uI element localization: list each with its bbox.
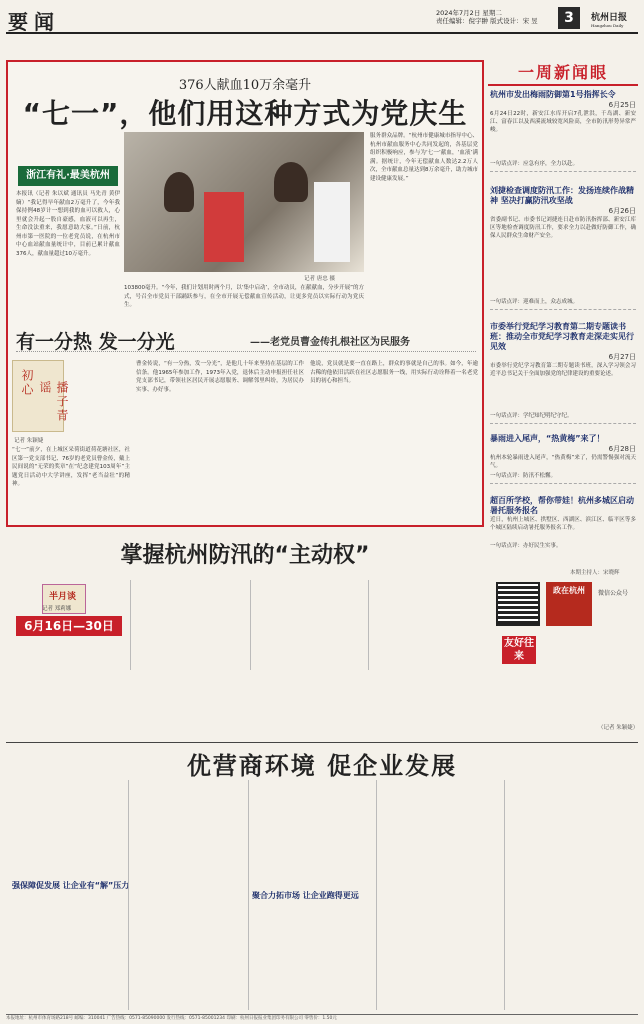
sub-body-c: 他说，党员就是要一直在路上，群众的事就是自己的事。如今，年逾古稀的他依旧活跃在社区志愿服务一线，用实际行动诠释着一名老党员的初心和担当。 [310,361,478,384]
half-month-badge: 半月谈 [42,584,86,614]
band3-sub2: 聚合力拓市场 让企业跑得更远 [252,891,359,900]
week-item: 暴雨进入尾声，“热黄梅”来了！ 6月28日 杭州本轮暴雨进入尾声，“热黄梅”来了，仍需警惕强对流天气。 一句话点评：防汛不松懈。 [490,434,636,484]
art-caption: 记者 朱颖婕 [14,438,44,444]
qr-label-badge: 政在杭州 [546,582,592,626]
page-number: 3 [558,7,580,29]
week-item: 超百所学校，帮你带娃！杭州多城区启动暑托服务报名 近日，杭州上城区、拱墅区、西湖区、滨江区、临平区等多个城区陆续启动暑托服务报名工作。 一句话点评：办好民生实事。 [490,496,636,549]
band3-sub1: 强保障促发展 让企业有“解”压力 [12,881,130,890]
flood-control-article [6,532,484,672]
lead-photo-caption: 记者 唐忠 摄 [304,276,335,282]
lead-body-mid: 103800毫升。“今年，我们计划用时两个月，以‘集中启动’，全市动员，在献献血，分步开展”的方式，号召全市党员干部踊跃参与，在全市开展无偿献血宣传活动，让更多党员以实际行动为党庆生。 [124,285,364,308]
date-line: 2024年7月2日 星期二 责任编辑：倪宇翀 版式设计：宋 昱 [436,9,538,25]
lead-tag: 浙江有礼·最美杭州 [18,166,118,186]
footer: 本报地址：杭州市体育场路218号 邮编：310041 广告热线：0571-85090000 发行热线：0571-85001234 印刷：杭州日报报业集团印务有限公司 零售价：1.50元 [6,1014,638,1022]
week-item: 杭州市发出梅雨防御第1号指挥长令 6月25日 6月24日22时，新安江水库开启7孔泄洪，千岛湖、新安江、富春江以及西溪流域较宽风险高，全市防汛形势异常严峻。 一句话点评：应急有序，全力以赴。 [490,90,636,172]
lead-headline: “七一”，他们用这种方式为党庆生 [22,97,468,130]
weekly-title: 一周新闻眼 [488,60,638,86]
sub-body-b: 曹金传说，“有一分热，发一分光”，是他几十年来坚持在基层的工作信条。他1965年参加工作，1973年入党，退休后主动申报担任社区党支部书记，带领社区居民开展志愿服务、调解邻里纠纷，为居民办实事、办好事。 [136,361,304,393]
sub-deck: ——老党员曹金传扎根社区为民服务 [250,337,410,348]
section-title: 要闻 [8,10,60,34]
friend-tag: 友好往来 [504,638,534,662]
band3-headline: 优营商环境 促企业发展 [186,752,458,780]
paper-logo: 杭州日报 Hangzhou Daily [591,13,628,28]
friend-author: （记者 朱颖婕） [598,725,639,731]
qr-code-icon [496,582,540,626]
lead-kicker: 376人献血10万余毫升 [178,78,312,93]
sub-headline: 有一分热 发一分光 [16,331,175,353]
weekly-news-column [488,60,638,672]
page-header [6,4,638,34]
week-item: 市委举行党纪学习教育第二期专题读书班：推动全市党纪学习教育走深走实见行见效 6月27日 市委举行党纪学习教育第二期专题读书班，深入学习领会习近平总书记关于全面加强党的纪律建设的重要论述。 一句话点评：学纪知纪明纪守纪。 [490,322,636,424]
band2-dateline: 6月16日—30日 [16,616,122,636]
week-author: 本期主持人：宋晓辉 [570,570,620,576]
band2-headline: 掌握杭州防汛的“主动权” [120,543,370,568]
week-item: 刘捷检查调度防汛工作：发扬连续作战精神 坚决打赢防汛攻坚战 6月26日 省委副书记、市委书记刘捷连日赴市防汛指挥部、新安江库区等地检查调度防汛工作，要求全力以赴做好防御工作，确保人民群众生命财产安全。 一句话点评：迎难而上，众志成城。 [490,186,636,310]
qr-note: 微信公众号 [598,590,629,597]
lead-photo [124,132,364,272]
lead-body-right: 服务群众品牌。“杭州市健康城市指导中心、杭州市献血服务中心共同发起的，各基层党组织积极响应，参与为‘七一’献血，‘血液’满满。据统计，今年无偿献血人数达2.2万人次，全市献血总量达到8万余毫升，助力城市建设健康发展。” [370,133,478,182]
lead-body-left: 本报讯（记者 朱以斌 通讯员 马先青 黄伊嫡）“我记得早年献血2万毫升了，今年我保持例48岁计一想到我的血可以救人，心里就会升起一股自豪感，血液可以再生，生命没法重来，我愿意助大家。”日前，杭州市第一医院的一位老党员说，在杭州市中心血站献血量统计中，目前已累计献血376人，献血量超过10万毫升。 [16,191,120,257]
sub-article-header [16,327,476,353]
band2-author: 记者 郑莉娜 [42,606,72,612]
calligraphy-artwork: 初心 播子青谣 [12,360,64,432]
sub-body-a: “七一”前夕，在上城区采荷街道荷花塘社区，社区第一党支部书记、76岁的老党员曹金传，戴上民间说的“无荣的奖章”在“纪念建党103周年”主题党日活动中大学讲座，发挥“老当益壮”的精神。 [12,447,130,487]
business-article [6,742,638,1012]
